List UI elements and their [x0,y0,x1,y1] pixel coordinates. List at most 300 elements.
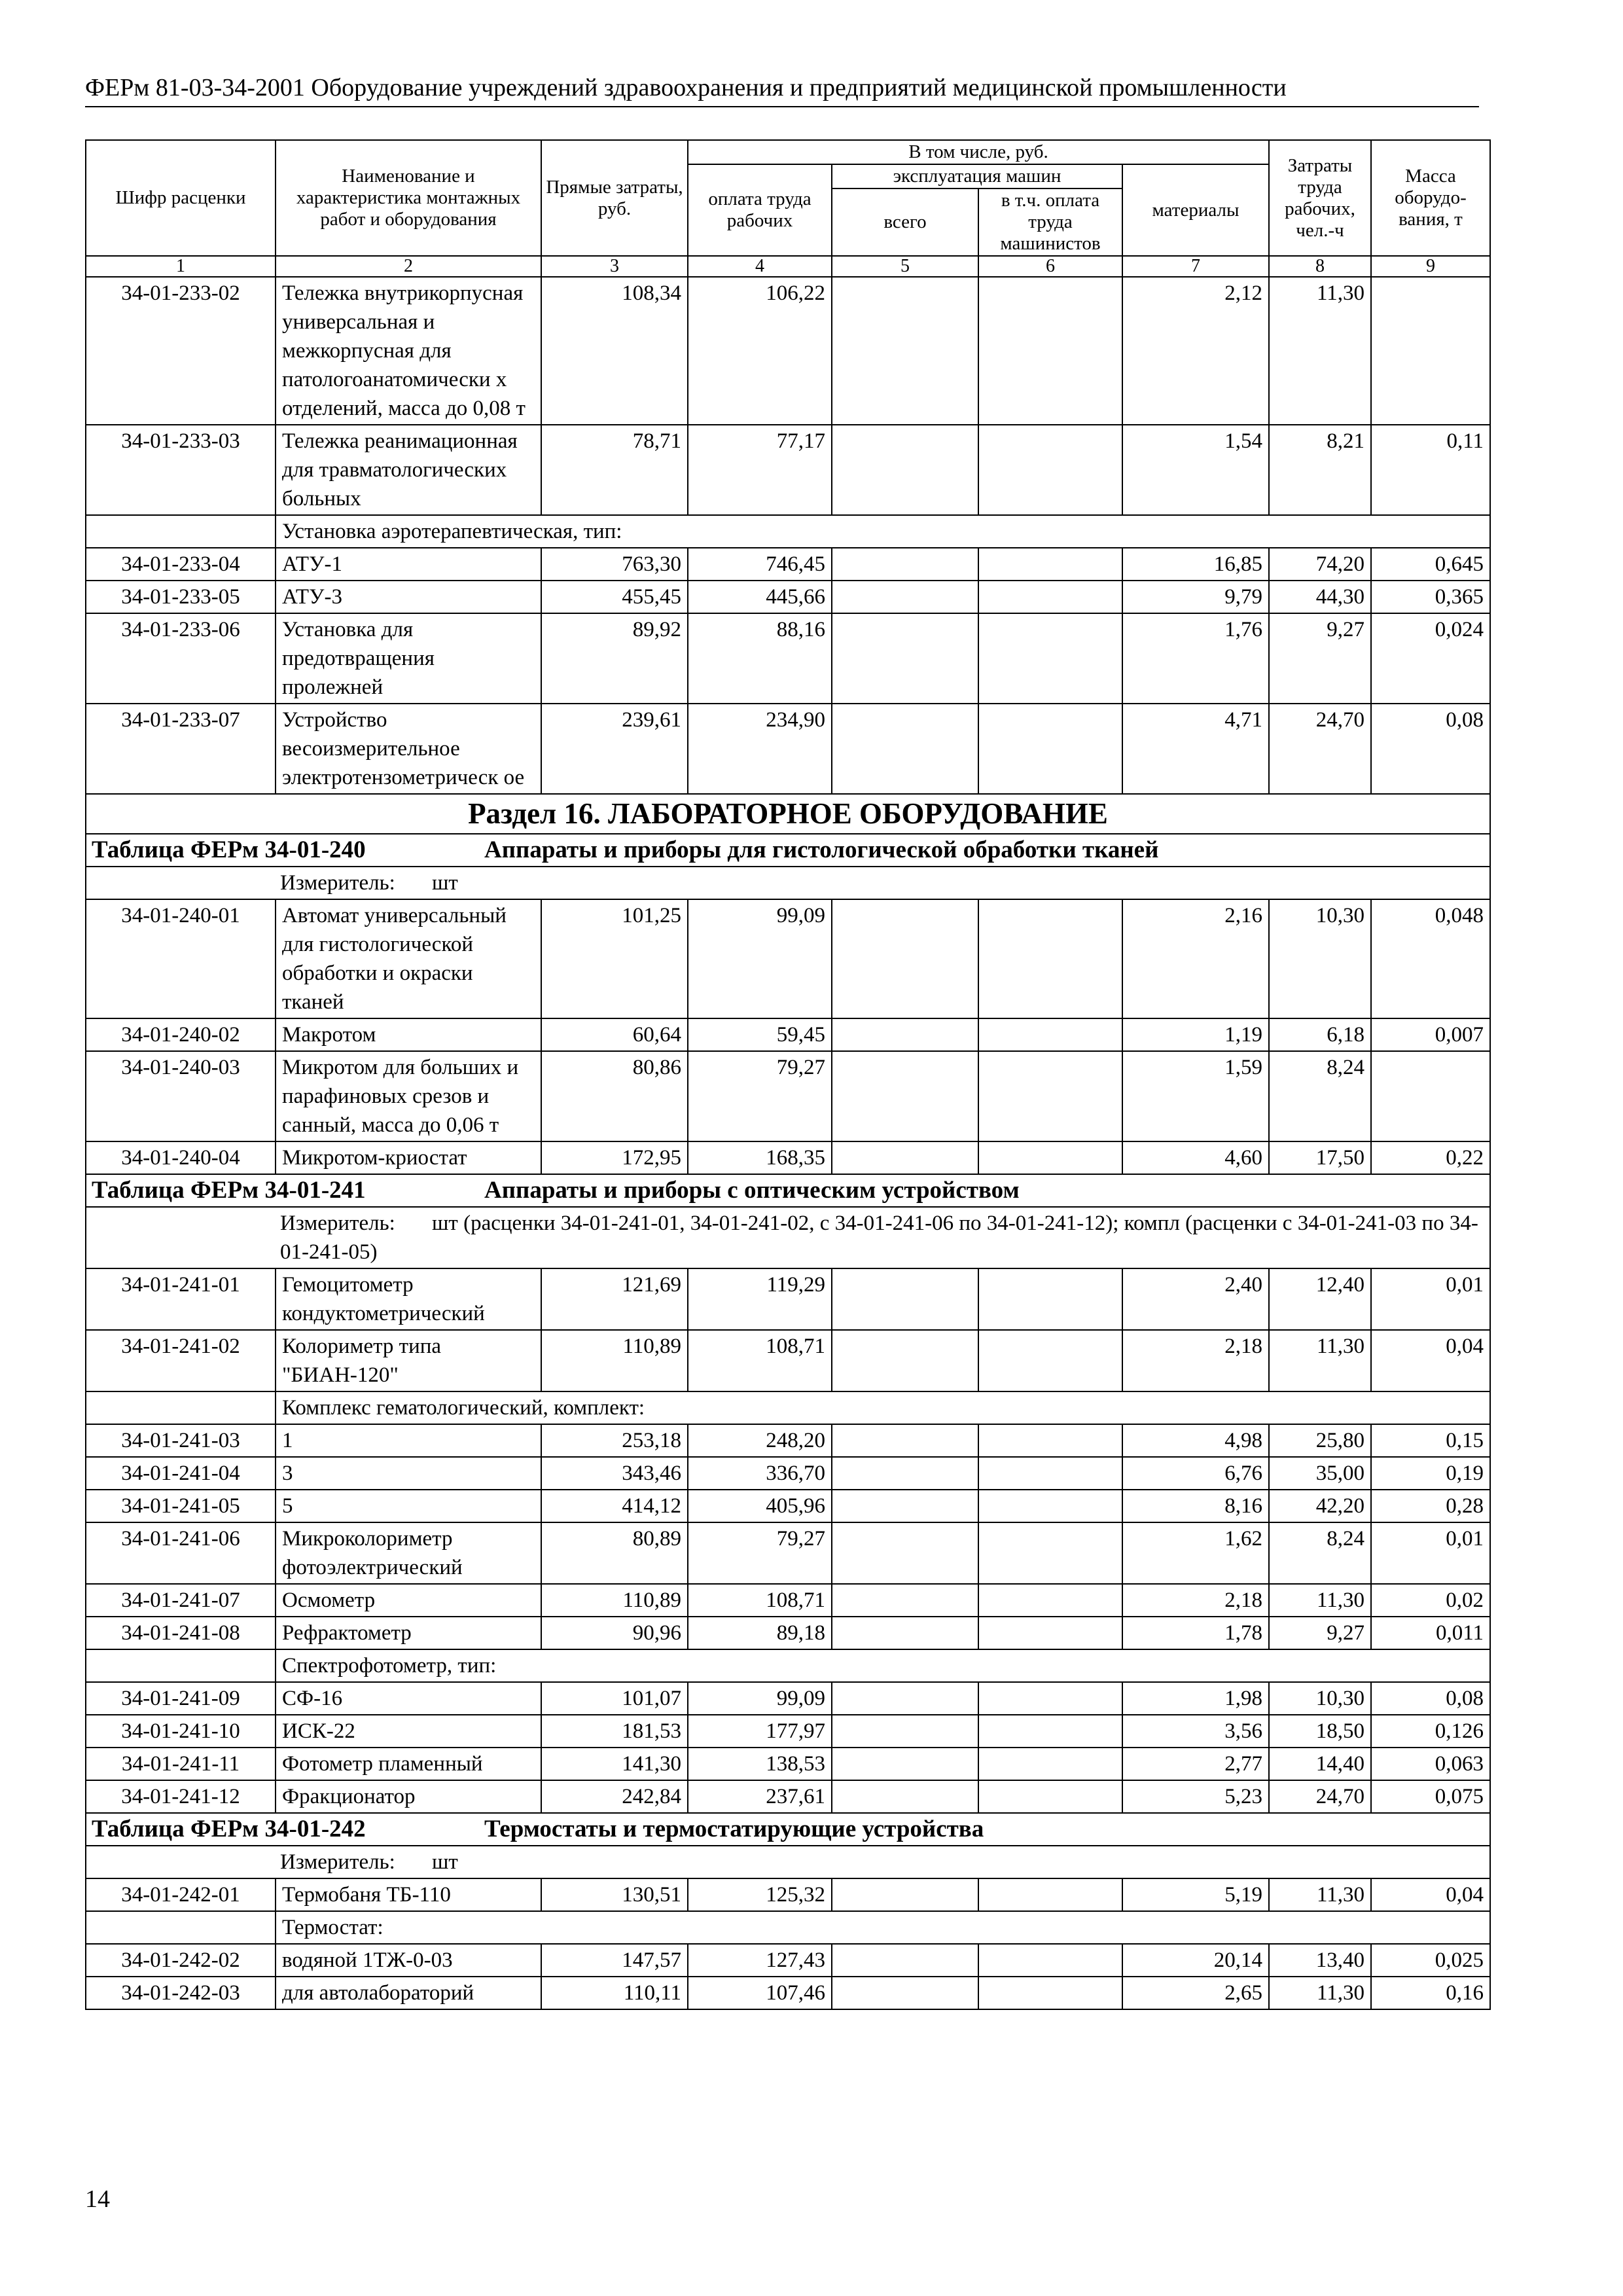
machines-total [832,1141,978,1174]
equipment-mass: 0,007 [1371,1018,1490,1051]
table-id: Таблица ФЕРм 34-01-241 [92,1177,366,1204]
work-name: Осмометр [276,1584,541,1617]
group-code-empty [86,1391,276,1424]
section-row [86,794,1490,834]
rate-code: 34-01-241-03 [86,1424,276,1457]
machines-total [832,613,978,704]
measure-label: Измеритель: [280,1211,395,1235]
materials-cost: 2,18 [1122,1330,1269,1391]
table-row [86,1330,1490,1391]
machinists-pay [978,277,1122,425]
equipment-mass: 0,04 [1371,1330,1490,1391]
table-id: Таблица ФЕРм 34-01-242 [92,1816,366,1842]
materials-cost: 4,98 [1122,1424,1269,1457]
col-number: 7 [1122,256,1269,277]
rate-code: 34-01-242-01 [86,1878,276,1911]
group-label: Термостат: [276,1911,1490,1944]
direct-cost: 172,95 [541,1141,688,1174]
machinists-pay [978,1141,1122,1174]
page-number: 14 [85,2185,110,2213]
machinists-pay [978,1617,1122,1649]
work-name: Фракционатор [276,1780,541,1813]
measure-row [86,1846,1490,1878]
equipment-mass: 0,024 [1371,613,1490,704]
table-caption: Термостаты и термостатирующие устройства [484,1816,984,1842]
col-header-labor-cost: Затраты труда рабочих, чел.-ч [1269,140,1371,256]
work-name: Рефрактометр [276,1617,541,1649]
equipment-mass: 0,16 [1371,1977,1490,2009]
rate-code: 34-01-242-03 [86,1977,276,2009]
materials-cost: 1,54 [1122,425,1269,515]
table-id: Таблица ФЕРм 34-01-240 [92,836,366,863]
labor-hours: 8,21 [1269,425,1371,515]
table-row [86,1424,1490,1457]
work-name: АТУ-3 [276,581,541,613]
materials-cost: 1,59 [1122,1051,1269,1141]
rate-code: 34-01-233-07 [86,704,276,794]
machines-total [832,425,978,515]
labor-pay: 336,70 [688,1457,832,1490]
machines-total [832,1051,978,1141]
measure-cell [86,1846,1490,1878]
machines-total [832,1878,978,1911]
materials-cost: 8,16 [1122,1490,1269,1522]
direct-cost: 110,89 [541,1584,688,1617]
equipment-mass: 0,048 [1371,899,1490,1018]
machines-total [832,1780,978,1813]
direct-cost: 60,64 [541,1018,688,1051]
direct-cost: 343,46 [541,1457,688,1490]
materials-cost: 6,76 [1122,1457,1269,1490]
materials-cost: 1,76 [1122,613,1269,704]
materials-cost: 5,19 [1122,1878,1269,1911]
machinists-pay [978,899,1122,1018]
equipment-mass: 0,011 [1371,1617,1490,1649]
rate-code: 34-01-242-02 [86,1944,276,1977]
direct-cost: 763,30 [541,548,688,581]
col-header-including: В том числе, руб. [688,140,1269,164]
direct-cost: 130,51 [541,1878,688,1911]
direct-cost: 455,45 [541,581,688,613]
equipment-mass: 0,22 [1371,1141,1490,1174]
machines-total [832,1522,978,1584]
machines-total [832,1977,978,2009]
labor-pay: 77,17 [688,425,832,515]
labor-pay: 138,53 [688,1748,832,1780]
labor-pay: 107,46 [688,1977,832,2009]
direct-cost: 80,86 [541,1051,688,1141]
labor-pay: 79,27 [688,1051,832,1141]
direct-cost: 89,92 [541,613,688,704]
machines-total [832,1330,978,1391]
work-name: Фотометр пламенный [276,1748,541,1780]
labor-hours: 9,27 [1269,613,1371,704]
labor-hours: 11,30 [1269,1584,1371,1617]
materials-cost: 1,62 [1122,1522,1269,1584]
direct-cost: 141,30 [541,1748,688,1780]
materials-cost: 2,65 [1122,1977,1269,2009]
col-header-machines: эксплуатация машин [832,164,1122,188]
col-header-machinists-pay: в т.ч. оплата труда машинистов [978,188,1122,256]
col-number: 8 [1269,256,1371,277]
rate-code: 34-01-233-05 [86,581,276,613]
materials-cost: 2,77 [1122,1748,1269,1780]
labor-hours: 35,00 [1269,1457,1371,1490]
materials-cost: 2,16 [1122,899,1269,1018]
equipment-mass: 0,01 [1371,1522,1490,1584]
table-title-row [86,834,1490,867]
machines-total [832,899,978,1018]
labor-pay: 125,32 [688,1878,832,1911]
work-name: Устройство весоизмерительное электротензометрическ ое [276,704,541,794]
equipment-mass: 0,645 [1371,548,1490,581]
labor-pay: 88,16 [688,613,832,704]
table-row [86,1944,1490,1977]
equipment-mass: 0,025 [1371,1944,1490,1977]
table-caption: Аппараты и приборы для гистологической обработки тканей [484,836,1159,863]
rate-code: 34-01-241-04 [86,1457,276,1490]
labor-pay: 445,66 [688,581,832,613]
labor-hours: 25,80 [1269,1424,1371,1457]
table-title-row [86,1174,1490,1207]
machines-total [832,1682,978,1715]
machinists-pay [978,1748,1122,1780]
measure-value: шт (расценки 34-01-241-01, 34-01-241-02, с 34-01-241-06 по 34-01-241-12); компл (расценки с 34-01-241-03 по 34-01-241-05) [280,1211,1478,1264]
direct-cost: 80,89 [541,1522,688,1584]
group-label: Спектрофотометр, тип: [276,1649,1490,1682]
labor-hours: 42,20 [1269,1490,1371,1522]
work-name: Тележка реанимационная для травматологических больных [276,425,541,515]
work-name: водяной 1ТЖ-0-03 [276,1944,541,1977]
measure-cell [86,1207,1490,1268]
table-row [86,1457,1490,1490]
group-row [86,1649,1490,1682]
equipment-mass [1371,1051,1490,1141]
materials-cost: 2,18 [1122,1584,1269,1617]
equipment-mass: 0,126 [1371,1715,1490,1748]
col-number: 5 [832,256,978,277]
machinists-pay [978,1051,1122,1141]
machines-total [832,1584,978,1617]
work-name: СФ-16 [276,1682,541,1715]
labor-hours: 8,24 [1269,1522,1371,1584]
group-row [86,1911,1490,1944]
table-row [86,1977,1490,2009]
table-row [86,613,1490,704]
table-row [86,1748,1490,1780]
machinists-pay [978,1715,1122,1748]
labor-pay: 234,90 [688,704,832,794]
equipment-mass: 0,19 [1371,1457,1490,1490]
table-row [86,1490,1490,1522]
col-header-mass: Масса оборудо-вания, т [1371,140,1490,256]
col-header-direct: Прямые затраты, руб. [541,140,688,256]
group-row [86,515,1490,548]
machinists-pay [978,1490,1122,1522]
table-row [86,581,1490,613]
machinists-pay [978,425,1122,515]
table-title-row [86,1813,1490,1846]
labor-pay: 59,45 [688,1018,832,1051]
table-row [86,1878,1490,1911]
machinists-pay [978,704,1122,794]
direct-cost: 242,84 [541,1780,688,1813]
rate-code: 34-01-240-01 [86,899,276,1018]
labor-pay: 108,71 [688,1584,832,1617]
direct-cost: 147,57 [541,1944,688,1977]
work-name: Гемоцитометр кондуктометрический [276,1268,541,1330]
section-title: Раздел 16. ЛАБОРАТОРНОЕ ОБОРУДОВАНИЕ [86,794,1490,834]
work-name: Микротом для больших и парафиновых срезов и санный, масса до 0,06 т [276,1051,541,1141]
measure-label: Измеритель: [280,1850,395,1874]
table-row [86,1780,1490,1813]
measure-value: шт [432,1850,458,1874]
group-row [86,1391,1490,1424]
table-row [86,1141,1490,1174]
machinists-pay [978,1944,1122,1977]
rate-code: 34-01-233-06 [86,613,276,704]
col-number: 3 [541,256,688,277]
work-name: Установка для предотвращения пролежней [276,613,541,704]
labor-hours: 14,40 [1269,1748,1371,1780]
labor-hours: 10,30 [1269,1682,1371,1715]
table-row [86,899,1490,1018]
labor-hours: 12,40 [1269,1268,1371,1330]
table-row [86,1617,1490,1649]
direct-cost: 110,11 [541,1977,688,2009]
materials-cost: 1,78 [1122,1617,1269,1649]
work-name: Микротом-криостат [276,1141,541,1174]
labor-pay: 177,97 [688,1715,832,1748]
machines-total [832,1018,978,1051]
table-row [86,277,1490,425]
equipment-mass: 0,08 [1371,704,1490,794]
work-name: Тележка внутрикорпусная универсальная и межкорпусная для патологоанатомически х отделений, масса до 0,08 т [276,277,541,425]
labor-pay: 127,43 [688,1944,832,1977]
measure-row [86,1207,1490,1268]
col-header-code: Шифр расценки [86,140,276,256]
direct-cost: 181,53 [541,1715,688,1748]
rate-code: 34-01-241-12 [86,1780,276,1813]
table-row [86,1051,1490,1141]
labor-hours: 11,30 [1269,277,1371,425]
machinists-pay [978,1682,1122,1715]
direct-cost: 414,12 [541,1490,688,1522]
work-name: 1 [276,1424,541,1457]
col-header-machines-total: всего [832,188,978,256]
page-header: ФЕРм 81-03-34-2001 Оборудование учреждений здравоохранения и предприятий медицинской промышленности [85,73,1479,107]
machines-total [832,1715,978,1748]
col-number: 4 [688,256,832,277]
machines-total [832,1457,978,1490]
work-name: Микроколориметр фотоэлектрический [276,1522,541,1584]
group-code-empty [86,515,276,548]
machinists-pay [978,613,1122,704]
machines-total [832,1268,978,1330]
table-title [86,1174,1490,1207]
labor-hours: 9,27 [1269,1617,1371,1649]
measure-cell [86,867,1490,899]
equipment-mass: 0,02 [1371,1584,1490,1617]
col-number: 1 [86,256,276,277]
machinists-pay [978,581,1122,613]
labor-hours: 11,30 [1269,1977,1371,2009]
labor-pay: 99,09 [688,1682,832,1715]
work-name: ИСК-22 [276,1715,541,1748]
machinists-pay [978,1018,1122,1051]
rate-code: 34-01-240-03 [86,1051,276,1141]
equipment-mass: 0,063 [1371,1748,1490,1780]
labor-pay: 99,09 [688,899,832,1018]
rate-code: 34-01-241-09 [86,1682,276,1715]
measure-row [86,867,1490,899]
materials-cost: 5,23 [1122,1780,1269,1813]
machinists-pay [978,1330,1122,1391]
measure-label: Измеритель: [280,871,395,895]
work-name: 3 [276,1457,541,1490]
machines-total [832,1424,978,1457]
labor-pay: 237,61 [688,1780,832,1813]
table-row [86,1268,1490,1330]
labor-pay: 405,96 [688,1490,832,1522]
group-code-empty [86,1911,276,1944]
equipment-mass: 0,075 [1371,1780,1490,1813]
materials-cost: 9,79 [1122,581,1269,613]
labor-hours: 17,50 [1269,1141,1371,1174]
labor-pay: 746,45 [688,548,832,581]
machines-total [832,1617,978,1649]
machinists-pay [978,1457,1122,1490]
machines-total [832,1748,978,1780]
labor-hours: 74,20 [1269,548,1371,581]
direct-cost: 253,18 [541,1424,688,1457]
labor-pay: 119,29 [688,1268,832,1330]
table-row [86,425,1490,515]
machinists-pay [978,1780,1122,1813]
materials-cost: 2,40 [1122,1268,1269,1330]
equipment-mass: 0,365 [1371,581,1490,613]
equipment-mass: 0,11 [1371,425,1490,515]
work-name: Термобаня ТБ-110 [276,1878,541,1911]
col-number: 6 [978,256,1122,277]
labor-pay: 79,27 [688,1522,832,1584]
rates-table [85,139,1491,2010]
materials-cost: 4,60 [1122,1141,1269,1174]
rate-code: 34-01-241-10 [86,1715,276,1748]
work-name: Колориметр типа "БИАН-120" [276,1330,541,1391]
direct-cost: 110,89 [541,1330,688,1391]
labor-hours: 10,30 [1269,899,1371,1018]
rate-code: 34-01-240-04 [86,1141,276,1174]
equipment-mass [1371,277,1490,425]
labor-hours: 18,50 [1269,1715,1371,1748]
col-header-materials: материалы [1122,164,1269,256]
labor-pay: 248,20 [688,1424,832,1457]
labor-pay: 89,18 [688,1617,832,1649]
equipment-mass: 0,28 [1371,1490,1490,1522]
materials-cost: 3,56 [1122,1715,1269,1748]
materials-cost: 20,14 [1122,1944,1269,1977]
direct-cost: 108,34 [541,277,688,425]
labor-hours: 11,30 [1269,1330,1371,1391]
rate-code: 34-01-240-02 [86,1018,276,1051]
table-row [86,1018,1490,1051]
direct-cost: 121,69 [541,1268,688,1330]
table-caption: Аппараты и приборы с оптическим устройством [484,1177,1020,1204]
machines-total [832,1944,978,1977]
machinists-pay [978,1977,1122,2009]
machines-total [832,704,978,794]
materials-cost: 2,12 [1122,277,1269,425]
table-row [86,704,1490,794]
machinists-pay [978,1584,1122,1617]
direct-cost: 78,71 [541,425,688,515]
rate-code: 34-01-233-03 [86,425,276,515]
machines-total [832,581,978,613]
equipment-mass: 0,08 [1371,1682,1490,1715]
group-code-empty [86,1649,276,1682]
table-title [86,834,1490,867]
materials-cost: 1,98 [1122,1682,1269,1715]
table-row [86,1522,1490,1584]
materials-cost: 4,71 [1122,704,1269,794]
col-header-name: Наименование и характеристика монтажных работ и оборудования [276,140,541,256]
rate-code: 34-01-241-08 [86,1617,276,1649]
rate-code: 34-01-241-06 [86,1522,276,1584]
machinists-pay [978,548,1122,581]
labor-pay: 106,22 [688,277,832,425]
work-name: Макротом [276,1018,541,1051]
table-row [86,1584,1490,1617]
machinists-pay [978,1878,1122,1911]
rate-code: 34-01-241-02 [86,1330,276,1391]
table-row [86,548,1490,581]
labor-pay: 168,35 [688,1141,832,1174]
machines-total [832,548,978,581]
rate-code: 34-01-241-05 [86,1490,276,1522]
equipment-mass: 0,15 [1371,1424,1490,1457]
group-label: Комплекс гематологический, комплект: [276,1391,1490,1424]
work-name: АТУ-1 [276,548,541,581]
labor-hours: 8,24 [1269,1051,1371,1141]
rate-code: 34-01-241-11 [86,1748,276,1780]
equipment-mass: 0,04 [1371,1878,1490,1911]
equipment-mass: 0,01 [1371,1268,1490,1330]
labor-hours: 44,30 [1269,581,1371,613]
machines-total [832,277,978,425]
direct-cost: 239,61 [541,704,688,794]
materials-cost: 16,85 [1122,548,1269,581]
machinists-pay [978,1424,1122,1457]
table-row [86,1715,1490,1748]
labor-hours: 13,40 [1269,1944,1371,1977]
col-header-labor-pay: оплата труда рабочих [688,164,832,256]
labor-hours: 24,70 [1269,704,1371,794]
table-title [86,1813,1490,1846]
direct-cost: 90,96 [541,1617,688,1649]
machinists-pay [978,1522,1122,1584]
table-row [86,1682,1490,1715]
col-number: 2 [276,256,541,277]
labor-hours: 11,30 [1269,1878,1371,1911]
work-name: 5 [276,1490,541,1522]
direct-cost: 101,25 [541,899,688,1018]
rate-code: 34-01-233-04 [86,548,276,581]
table-body [86,277,1490,2009]
rate-code: 34-01-233-02 [86,277,276,425]
work-name: для автолабораторий [276,1977,541,2009]
group-label: Установка аэротерапевтическая, тип: [276,515,1490,548]
